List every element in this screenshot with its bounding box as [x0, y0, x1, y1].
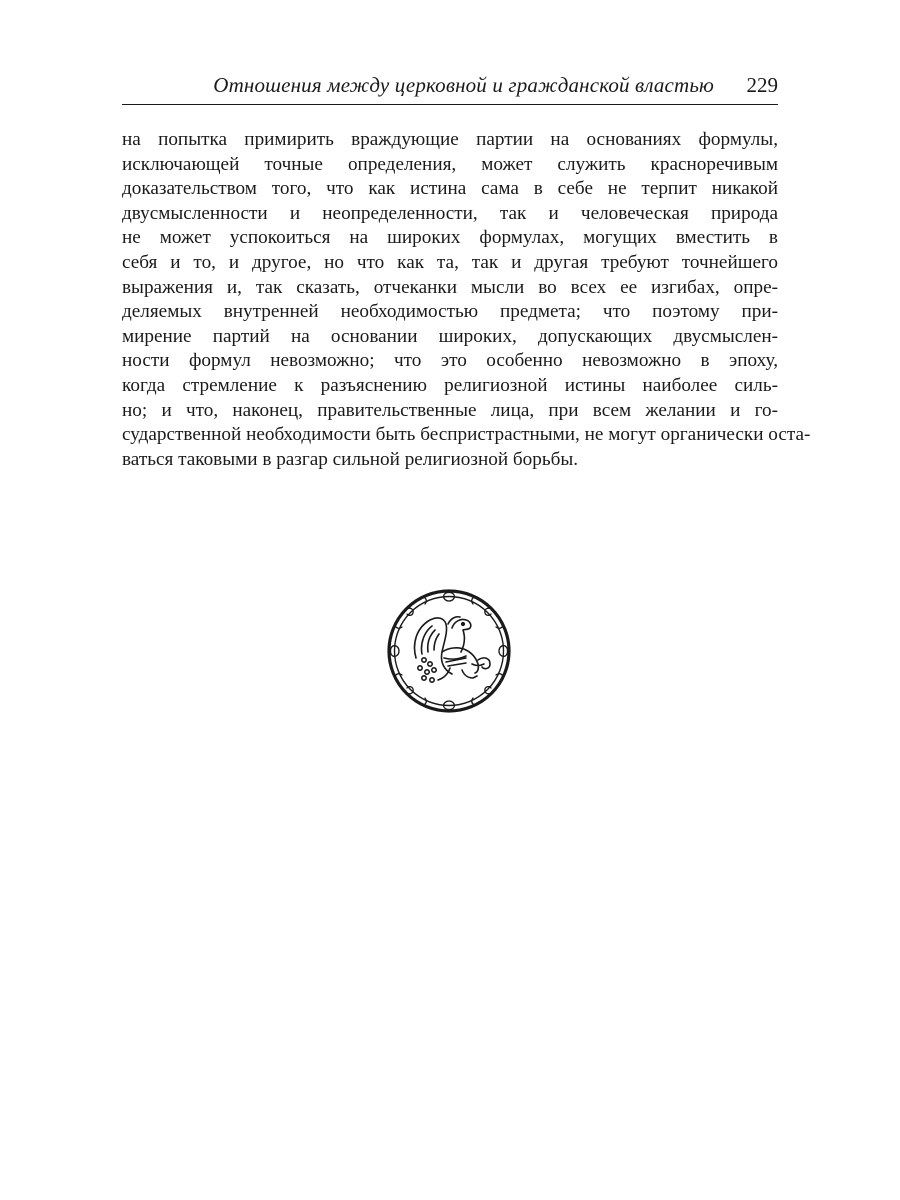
text-line: доказательством того, что как истина сама в себе не терпит никакой — [122, 178, 778, 200]
body-paragraph — [122, 128, 811, 472]
text-line: двусмысленности и неопределенности, так и человеческая природа — [122, 202, 778, 224]
text-line: но; и что, наконец, правительственные лица, при всем желании и го- — [122, 399, 778, 421]
text-line: деляемых внутренней необходимостью предмета; что поэтому при- — [122, 301, 778, 323]
text-line: мирение партий на основании широких, допускающих двусмыслен- — [122, 325, 778, 347]
text-line: ваться таковыми в разгар сильной религиозной борьбы. — [122, 448, 579, 470]
winged-griffin-medallion-icon — [386, 588, 512, 714]
text-line: когда стремление к разъяснению религиозной истины наиболее силь- — [122, 374, 778, 396]
text-line: ности формул невозможно; что это особенно невозможно в эпоху, — [122, 350, 778, 372]
text-line: себя и то, и другое, но что как та, так и другая требуют точнейшего — [122, 251, 778, 273]
text-line: выражения и, так сказать, отчеканки мысли во всех ее изгибах, опре- — [122, 276, 778, 298]
text-line: исключающей точные определения, может служить красноречивым — [122, 153, 778, 175]
page-number: 229 — [746, 73, 778, 97]
running-title: Отношения между церковной и гражданской властью — [213, 73, 714, 97]
text-line: на попытка примирить враждующие партии на основаниях формулы, — [122, 129, 778, 150]
text-line: сударственной необходимости быть беспристрастными, не могут органически оста- — [122, 424, 811, 446]
text-line: не может успокоиться на широких формулах, могущих вместить в — [122, 227, 778, 249]
page-header — [122, 70, 778, 105]
